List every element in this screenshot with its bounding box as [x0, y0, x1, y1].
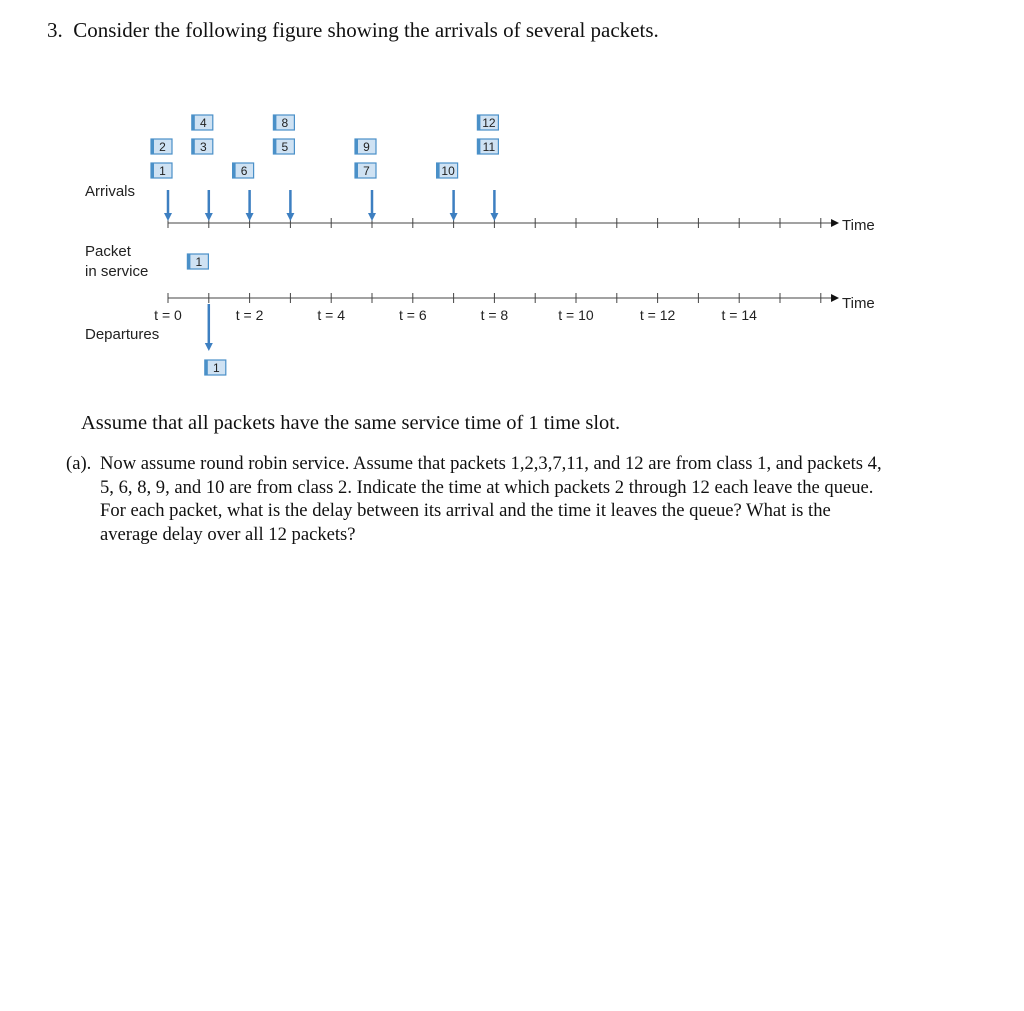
question-text: Consider the following figure showing the arrivals of several packets. [73, 18, 659, 42]
packet-box-edge [477, 115, 480, 130]
time-tick-label: t = 8 [480, 307, 509, 323]
packet-box-edge [355, 139, 358, 154]
arrival-packet [233, 163, 254, 178]
packet-box-edge [273, 115, 276, 130]
packet-box-edge [192, 115, 195, 130]
arrivals-axis-label: Time [842, 217, 875, 234]
departures-axis-label: Time [842, 295, 875, 312]
packet-box-edge [192, 139, 195, 154]
arrival-arrowhead [246, 213, 254, 221]
packet-number: 4 [199, 116, 207, 130]
packet-number: 1 [212, 361, 220, 375]
time-tick-label: t = 2 [235, 307, 264, 323]
arrival-packet [355, 163, 376, 178]
packet-number: 1 [195, 255, 203, 269]
arrival-packet [355, 139, 376, 154]
in-service-label: in service [85, 263, 149, 280]
question-number: 3. [47, 18, 63, 42]
arrival-packet [192, 115, 213, 130]
packet-box-edge [477, 139, 480, 154]
packet-number: 11 [482, 140, 496, 154]
packet-number: 12 [482, 116, 496, 130]
departed-packet [205, 360, 226, 375]
departure-arrowhead [205, 343, 213, 351]
packet-number: 6 [240, 164, 248, 178]
time-tick-label: t = 6 [398, 307, 427, 323]
packet-arrival-figure [0, 0, 1024, 400]
part-a-label: (a). [66, 453, 92, 474]
departures-axis-arrowhead [831, 294, 839, 302]
assumption-text: Assume that all packets have the same service time of 1 time slot. [81, 412, 621, 434]
packet-number: 3 [199, 140, 207, 154]
packet-number: 8 [281, 116, 289, 130]
time-tick-label: t = 12 [639, 307, 676, 323]
part-a-text: Now assume round robin service. Assume that packets 1,2,3,7,11, and 12 are from class 1, and packets 4, 5, 6, 8, 9, and 10 are from class 2. Indicate the time at which packets 2 through 12 each leave the queue. For each packet, what is the delay between its arrival and the time it leaves the queue? What is the average delay over all 12 packets? [100, 453, 882, 545]
packet-number: 5 [281, 140, 289, 154]
arrival-packet [437, 163, 458, 178]
packet-number: 1 [159, 164, 166, 178]
packet-box-edge [151, 139, 154, 154]
time-tick-label: t = 14 [721, 307, 757, 323]
arrival-arrowhead [450, 213, 458, 221]
time-tick-label: t = 10 [558, 307, 594, 323]
arrival-packet [477, 139, 498, 154]
time-tick-label: t = 4 [317, 307, 346, 323]
arrivals-label: Arrivals [85, 183, 136, 200]
time-tick-label: t = 0 [154, 307, 182, 323]
arrivals-axis-arrowhead [831, 219, 839, 227]
packet-number: 10 [441, 164, 455, 178]
arrival-arrowhead [164, 213, 172, 221]
packet-box-edge [437, 163, 440, 178]
arrival-packet [273, 139, 294, 154]
departures-label: Departures [85, 326, 160, 343]
packet-number: 7 [363, 164, 370, 178]
packet-number: 2 [159, 140, 166, 154]
arrival-packet [151, 163, 172, 178]
arrival-arrowhead [286, 213, 294, 221]
in-service-packet [187, 254, 208, 269]
arrival-arrowhead [205, 213, 213, 221]
packet-box-edge [273, 139, 276, 154]
arrival-arrowhead [490, 213, 498, 221]
packet-label: Packet [85, 243, 131, 260]
packet-box-edge [187, 254, 190, 269]
arrival-packet [477, 115, 498, 130]
packet-box-edge [151, 163, 154, 178]
packet-box-edge [205, 360, 208, 375]
packet-box-edge [355, 163, 358, 178]
part-a [66, 452, 890, 546]
packet-number: 9 [363, 140, 370, 154]
arrival-packet [273, 115, 294, 130]
arrival-packet [151, 139, 172, 154]
arrival-packet [192, 139, 213, 154]
arrival-arrowhead [368, 213, 376, 221]
packet-box-edge [233, 163, 236, 178]
